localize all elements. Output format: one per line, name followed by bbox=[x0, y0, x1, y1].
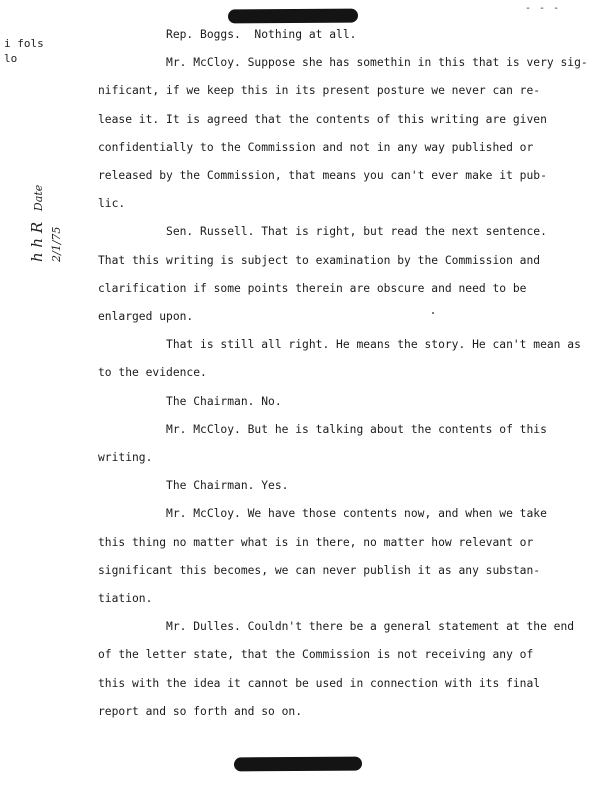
transcript-line: writing. bbox=[98, 451, 153, 464]
transcript-line: Sen. Russell. That is right, but read the next sentence. bbox=[98, 225, 547, 239]
corner-mark: - - - bbox=[525, 3, 561, 14]
transcript-line: Mr. McCloy. We have those contents now, and when we take bbox=[98, 507, 547, 521]
transcript-line: lic. bbox=[98, 197, 126, 211]
paper-speck bbox=[432, 312, 434, 314]
transcript-line: That this writing is subject to examination by the Commission and bbox=[98, 253, 541, 267]
transcript-line: The Chairman. No. bbox=[98, 394, 282, 408]
transcript-line: released by the Commission, that means you can't ever make it pub- bbox=[98, 169, 547, 182]
transcript-line: significant this becomes, we can never publish it as any substan- bbox=[98, 563, 541, 577]
transcript-line: Rep. Boggs. Nothing at all. bbox=[98, 28, 357, 41]
transcript-line: That is still all right. He means the story. He can't mean as bbox=[98, 338, 581, 352]
redaction-bar-top bbox=[228, 9, 358, 24]
redaction-bar-bottom bbox=[234, 757, 362, 772]
transcript-line: The Chairman. Yes. bbox=[98, 479, 289, 493]
transcript-line: report and so forth and so on. bbox=[98, 704, 303, 718]
transcript-line: tiation. bbox=[98, 592, 153, 605]
handwritten-initials: h h R bbox=[28, 221, 46, 262]
margin-note-fols: i fols bbox=[4, 37, 44, 50]
transcript-line: Mr. Dulles. Couldn't there be a general statement at the end bbox=[98, 620, 575, 634]
margin-note-lo: lo bbox=[4, 52, 18, 65]
transcript-line: lease it. It is agreed that the contents of this writing are given bbox=[98, 112, 547, 126]
handwritten-date: Date 2/1/75 bbox=[32, 184, 63, 262]
transcript-line: this thing no matter what is in there, no matter how relevant or bbox=[98, 535, 534, 549]
transcript-line: confidentially to the Commission and not in any way published or bbox=[98, 140, 534, 154]
transcript-line: of the letter state, that the Commission is not receiving any of bbox=[98, 648, 534, 662]
transcript-line: this with the idea it cannot be used in connection with its final bbox=[98, 676, 541, 690]
transcript-line: Mr. McCloy. Suppose she has somethin in this that is very sig- bbox=[98, 56, 588, 70]
transcript-line: enlarged upon. bbox=[98, 310, 194, 323]
transcript-line: clarification if some points therein are obscure and need to be bbox=[98, 281, 527, 295]
transcript-line: Mr. McCloy. But he is talking about the contents of this bbox=[98, 422, 547, 436]
transcript-line: nificant, if we keep this in its present posture we never can re- bbox=[98, 84, 541, 98]
transcript-line: to the evidence. bbox=[98, 366, 207, 380]
handwritten-annotation bbox=[28, 172, 64, 262]
